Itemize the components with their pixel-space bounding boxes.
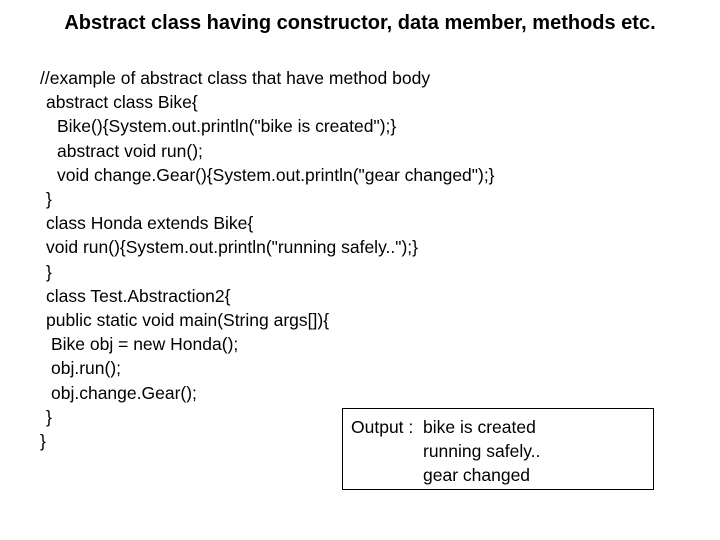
code-line: obj.change.Gear();	[51, 383, 197, 403]
code-line: }	[46, 189, 52, 209]
output-label: Output :	[351, 417, 414, 437]
code-line: Bike obj = new Honda();	[51, 334, 239, 354]
code-line: abstract class Bike{	[46, 92, 198, 112]
code-line: void change.Gear(){System.out.println("gear changed");}	[57, 165, 495, 185]
code-line: Bike(){System.out.println("bike is created");}	[57, 116, 397, 136]
output-line: running safely..	[423, 441, 541, 461]
code-line: }	[46, 262, 52, 282]
code-line: }	[40, 431, 46, 451]
code-line: abstract void run();	[57, 141, 203, 161]
code-line: class Honda extends Bike{	[46, 213, 254, 233]
output-box	[342, 408, 654, 490]
output-line: bike is created	[423, 417, 536, 437]
code-line: }	[46, 407, 52, 427]
slide-title: Abstract class having constructor, data member, methods etc.	[64, 12, 656, 34]
code-line: public static void main(String args[]){	[46, 310, 330, 330]
code-line: obj.run();	[51, 358, 122, 378]
code-line: void run(){System.out.println("running safely..");}	[46, 237, 418, 257]
code-line: class Test.Abstraction2{	[46, 286, 231, 306]
output-line: gear changed	[423, 465, 531, 485]
code-line: //example of abstract class that have method body	[40, 68, 431, 88]
